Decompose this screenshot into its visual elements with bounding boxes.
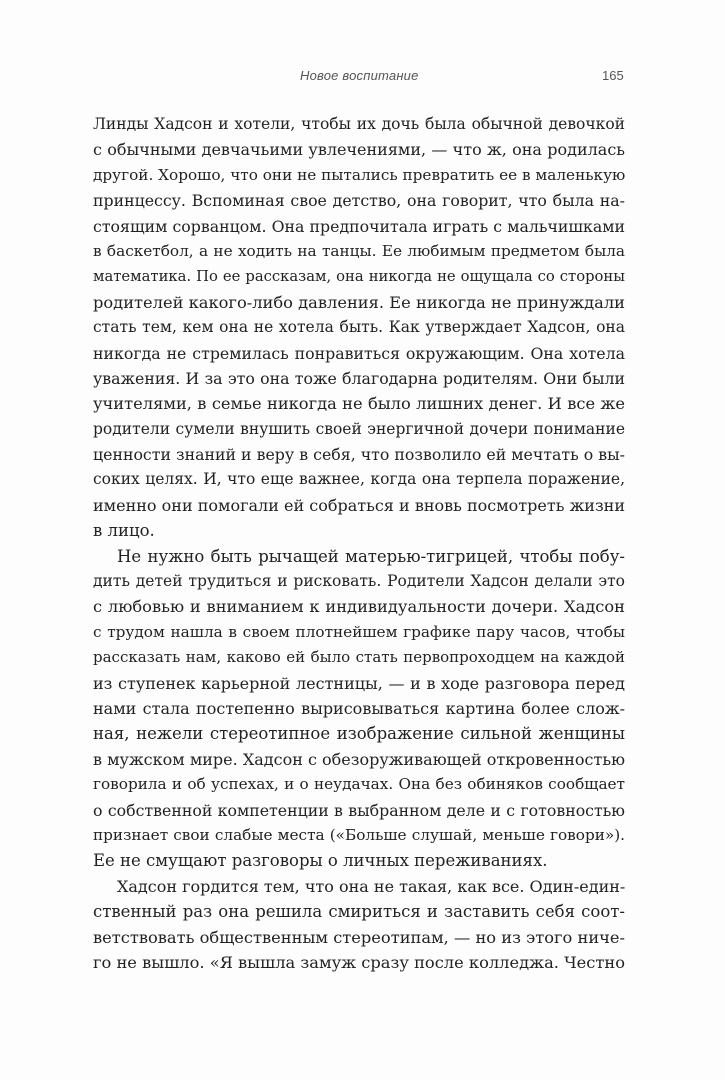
text-line: Ее не смущают разговоры о личных переживаниях. xyxy=(93,851,548,871)
text-line: о собственной компетенции в выбранном деле и с готовностью xyxy=(93,800,625,820)
text-line: го не вышло. «Я вышла замуж сразу после колледжа. Честно xyxy=(93,952,625,972)
text-line: в баскетбол, а не ходить на танцы. Ее любимым предметом была xyxy=(93,241,625,260)
text-line: нами стала постепенно вырисовываться картина более слож- xyxy=(93,698,625,718)
text-line: родители сумели внушить своей энергичной дочери понимание xyxy=(93,419,625,438)
text-line: принцессу. Вспоминая свое детство, она говорит, что была на- xyxy=(93,191,625,211)
text-line: с любовью и вниманием к индивидуальности дочери. Хадсон xyxy=(93,597,625,617)
body-text xyxy=(93,112,625,975)
text-line: ная, нежели стереотипное изображение сильной женщины xyxy=(93,724,625,744)
text-line: говорила и об успехах, и о неудачах. Она без обиняков сообщает xyxy=(93,775,625,794)
text-line: учителями, в семье никогда не было лишних денег. И все же xyxy=(93,394,625,414)
text-line: Хадсон гордится тем, что она не такая, как все. Один-един- xyxy=(117,876,625,896)
text-line: признает свои слабые места («Больше слушай, меньше говори»). xyxy=(93,825,625,844)
text-line: Не нужно быть рычащей матерью-тигрицей, чтобы побу- xyxy=(117,546,625,566)
text-line: в лицо. xyxy=(93,521,155,541)
text-line: другой. Хорошо, что они не пытались превратить ее в маленькую xyxy=(93,165,625,184)
text-line: Линды Хадсон и хотели, чтобы их дочь была обычной девочкой xyxy=(93,115,625,133)
text-line: соких целях. И, что еще важнее, когда она терпела поражение, xyxy=(93,470,625,489)
text-line: стоящим сорванцом. Она предпочитала играть с мальчишками xyxy=(93,216,625,236)
running-title: Новое воспитание xyxy=(300,68,419,83)
text-line: с трудом нашла в своем плотнейшем графике пару часов, чтобы xyxy=(93,622,625,641)
text-line: из ступенек карьерной лестницы, — и в ходе разговора перед xyxy=(93,673,625,693)
text-line: именно они помогали ей собраться и вновь посмотреть жизни xyxy=(93,495,625,515)
text-line: ственный раз она решила смириться и заставить себя соот- xyxy=(93,902,625,922)
text-line: стать тем, кем она не хотела быть. Как утверждает Хадсон, она xyxy=(93,318,625,337)
text-line: родителей какого-либо давления. Ее никогда не принуждали xyxy=(93,292,625,312)
text-line: никогда не стремилась понравиться окружающим. Она хотела xyxy=(93,343,625,363)
text-line: ценности знаний и веру в себя, что позволило ей мечтать о вы- xyxy=(93,445,625,465)
text-line: дить детей трудиться и рисковать. Родители Хадсон делали это xyxy=(93,572,625,591)
text-line: с обычными девчачьими увлечениями, — что ж, она родилась xyxy=(93,140,625,160)
text-line: рассказать нам, каково ей было стать первопроходцем на каждой xyxy=(93,648,625,667)
text-line: в мужском мире. Хадсон с обезоруживающей откровенностью xyxy=(93,749,625,769)
text-line: математика. По ее рассказам, она никогда не ощущала со стороны xyxy=(93,268,625,286)
text-line: уважения. И за это она тоже благодарна родителям. Они были xyxy=(93,368,625,388)
text-line: ветствовать общественным стереотипам, — но из этого ниче- xyxy=(93,927,625,947)
page-number: 165 xyxy=(602,68,624,83)
